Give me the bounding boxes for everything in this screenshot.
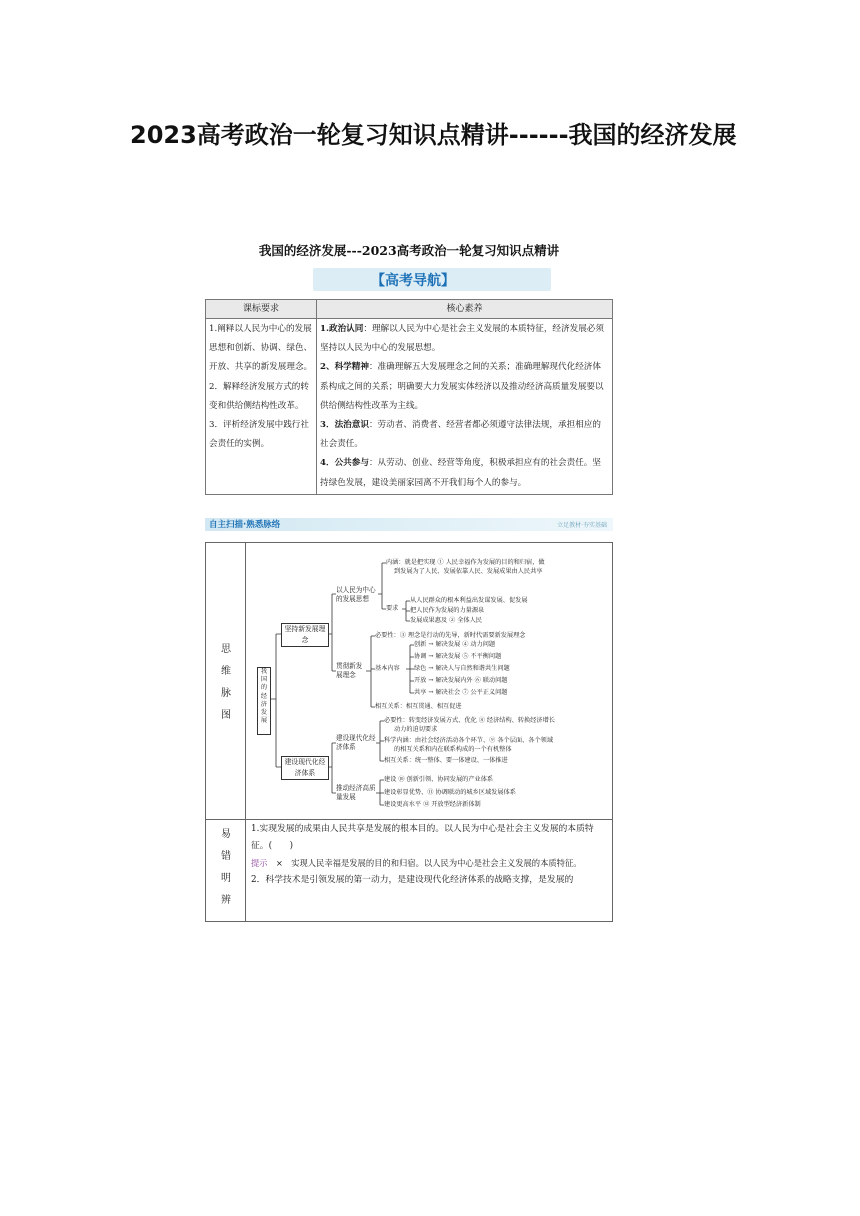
yaoqiu-item: 发展成果惠及 ② 全体人民 [410, 617, 482, 624]
section-header-bar [205, 518, 613, 531]
image-subtitle: 我国的经济发展---2023高考政治一轮复习知识点精讲 [258, 243, 560, 258]
jiben-item: 协调 → 解决发展 ⑤ 不平衡问题 [414, 653, 502, 660]
embedded-image [205, 236, 613, 926]
hint-line [251, 855, 609, 872]
column-divider [245, 818, 246, 921]
s3-line: 的相互关系和内在联系构成的一个有机整体 [394, 746, 512, 753]
banner-label: 【高考导航】 [371, 273, 455, 289]
requirements-text: 1.阐释以人民为中心的发展思想和创新、协调、绿色、开放、共享的新发展理念。 2．解释经济发展方式的转变和供给侧结构性改革。 3．评析经济发展中践行社会责任的实例。 [209, 324, 313, 450]
jiben-item: 开放 → 解决发展内外 ⑥ 联动问题 [414, 677, 508, 684]
s3-line: 科学内涵：由社会经济活动各个环节、⑨ 各个层面、各个领域 [384, 737, 554, 744]
neihan-line: 内涵：就是把实现 ① 人民幸福作为发展的目的和归宿，做 [386, 559, 545, 566]
yaoqiu-item: 把人民作为发展的力量源泉 [410, 607, 485, 614]
exam-guide-banner [313, 268, 551, 291]
mind-map-box [205, 542, 613, 820]
node-high-quality: 推动经济高质量发展 [336, 784, 376, 801]
document-title: 2023高考政治一轮复习知识点精讲------我国的经济发展 [130, 121, 737, 149]
xianghu-line: 相互关系：相互贯通、相互促进 [375, 703, 462, 710]
requirements-cell [206, 319, 317, 495]
jiben-label: 基本内容 [375, 665, 400, 672]
s3-line: 相互关系：统一整体、要一体建设、一体推进 [384, 757, 508, 764]
branch-new-development: 坚持新发展理念 [281, 623, 329, 647]
neihan-line: 到发展为了人民、发展依靠人民、发展成果由人民共享 [394, 568, 543, 575]
section-subtitle: 立足教材·夯实基础 [557, 522, 607, 529]
s4-line: 建设彰显优势、⑪ 协调联动的城乡区域发展体系 [384, 789, 516, 796]
jiben-item: 共享 → 解决社会 ⑦ 公平正义问题 [414, 689, 508, 696]
error-question-1: 1.实现发展的成果由人民共享是发展的根本目的。以人民为中心是社会主义发展的本质特征。( ) [251, 824, 594, 851]
literacy-title: 1.政治认同 [320, 324, 364, 334]
header-literacy: 核心素养 [317, 300, 613, 319]
literacy-title: 2、科学精神 [320, 362, 369, 373]
literacy-title: 3．法治意识 [320, 420, 369, 431]
error-question-2: 2．科学技术是引领发展的第一动力，是建设现代化经济体系的战略支撑，是发展的 [251, 875, 574, 885]
node-people-centered: 以人民为中心的发展思想 [336, 586, 376, 603]
header-requirements: 课标要求 [206, 300, 317, 319]
common-errors-box [205, 818, 613, 922]
mind-map-label: 思维脉图 [221, 644, 231, 721]
curriculum-table [205, 299, 613, 495]
hint-tag: 提示 [251, 858, 268, 868]
column-divider [245, 543, 246, 819]
s3-line: 动力的迫切要求 [394, 726, 438, 733]
literacy-text: ：劳动者、消费者、经营者都必须遵守法律法规，承担相应的社会责任。 [320, 420, 601, 450]
hint-text: × 实现人民幸福是发展的目的和归宿。以人民为中心是社会主义发展的本质特征。 [275, 858, 582, 868]
root-node: 我国的经济发展 [257, 667, 271, 735]
yaoqiu-item: 从人民群众的根本利益出发谋发展、促发展 [410, 597, 528, 604]
s4-line: 建设更高水平 ⑫ 开放型经济新体制 [384, 801, 481, 808]
biyao-line: 必要性：③ 理念是行动的先导，新时代需要新发展理念 [375, 632, 526, 639]
s3-line: 必要性：转变经济发展方式、优化 ⑧ 经济结构、转换经济增长 [384, 717, 555, 724]
literacy-text: ：准确理解五大发展理念之间的关系；准确理解现代化经济体系构成之间的关系；明确要大力发展实体经济以及推动经济高质量发展要以供给侧结构性改革为主线。 [320, 362, 604, 411]
branch-modern-economy: 建设现代化经济体系 [281, 756, 329, 780]
literacy-item [320, 416, 609, 454]
literacy-item [320, 454, 609, 492]
literacy-item [320, 320, 609, 358]
section-title: 自主扫描·熟悉脉络 [209, 520, 281, 530]
errors-label: 易错明辨 [221, 829, 231, 906]
s4-line: 建设 ⑩ 创新引领、协同发展的产业体系 [384, 776, 494, 783]
literacy-text: ：从劳动、创业、经营等角度，积极承担应有的社会责任。坚持绿色发展，建设美丽家园离不开我们每个人的参与。 [320, 458, 601, 488]
jiben-item: 绿色 → 解决人与自然和谐共生问题 [414, 665, 510, 672]
mind-map [248, 545, 610, 817]
literacy-text: ：理解以人民为中心是社会主义发展的本质特征，经济发展必须坚持以人民为中心的发展思想。 [320, 324, 604, 354]
literacy-title: 4．公共参与 [320, 458, 369, 469]
errors-content [251, 821, 609, 889]
yaoqiu-label: 要求 [386, 605, 399, 612]
node-build-modern-system: 建设现代化经济体系 [336, 734, 376, 751]
node-implement-concept: 贯彻新发展理念 [336, 662, 363, 679]
literacy-cell [317, 319, 613, 495]
literacy-item [320, 358, 609, 416]
jiben-item: 创新 → 解决发展 ④ 动力问题 [414, 641, 496, 648]
